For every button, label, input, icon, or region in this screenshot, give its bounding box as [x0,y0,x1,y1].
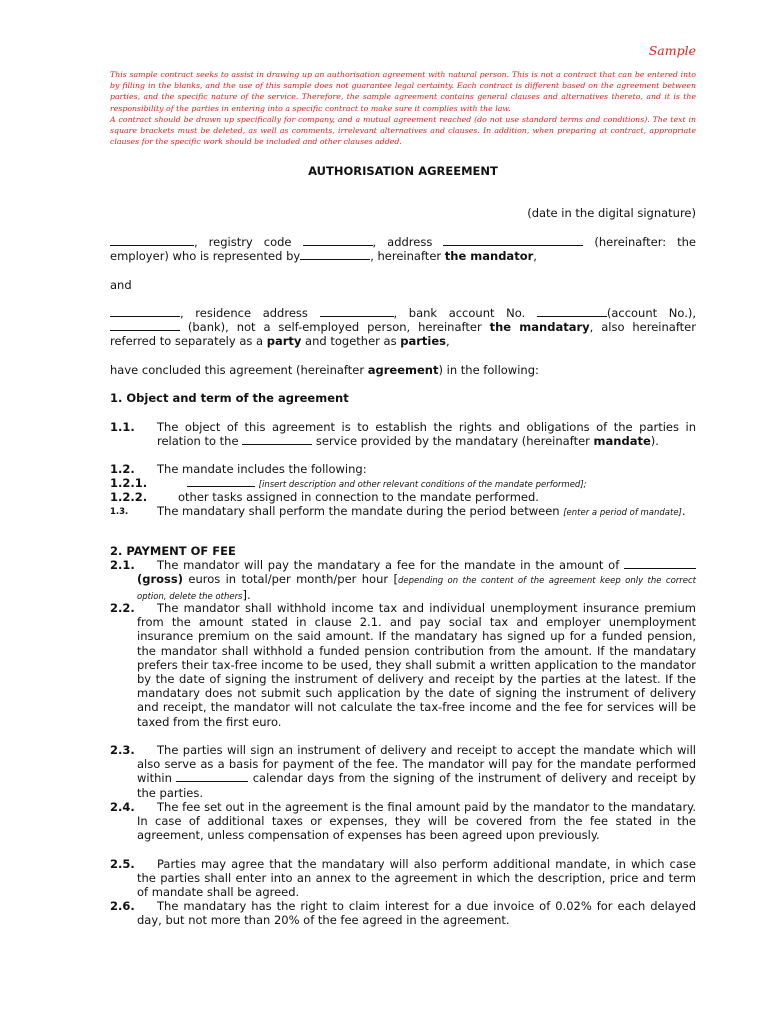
section-2-heading: 2. PAYMENT OF FEE [110,544,236,558]
clause-number: 2.5. [110,857,135,871]
blank-field[interactable] [443,235,583,246]
clause-2-4: The fee set out in the agreement is the final amount paid by the mandator to the mandatary. In case of additional taxes or expenses, they will be covered from the fee stated in the agreement, unless compensation of expenses has been agreed upon previously. [137,800,696,843]
text: calendar days from the signing of the instrument of delivery and receipt by the parties. [137,771,696,800]
clause-1-2-2: other tasks assigned in connection to the mandate performed. [178,490,539,504]
clause-number: 2.3. [110,743,135,757]
text: (account No.), [606,306,696,320]
mandate-term: mandate [593,434,651,449]
text: euros in total/per month/per hour [ [183,572,398,587]
clause-number: 1.2.1. [110,476,148,490]
placeholder-note: depending on the content of the agreement keep only the correct option, delete the others [137,576,696,603]
blank-field[interactable] [303,235,373,246]
clause-number: 2.4. [110,800,135,814]
text: , hereinafter [370,249,445,264]
text: The mandator will pay the mandatary a fee for the mandate in the amount of [157,558,624,572]
blank-field[interactable] [110,235,194,246]
party-term: party [266,334,302,349]
and-word: and [110,278,132,292]
clause-number: 1.2.2. [110,490,148,504]
clause-2-2: The mandator shall withhold income tax and individual unemployment insurance premium from the amount stated in clause 2.1. and pay social tax and employer unemployment insurance premium on the said amount. If the mandatary has signed up for a funded pension, the mandator shall withhold a funded pension contribution from the amount. If the mandatary prefers their tax-free income to be used, they shall submit a written application to the mandator by the date of signing the instrument of delivery and receipt by the parties at the latest. If the mandatary does not submit such application by the date of signing the instrument of delivery and receipt, the mandator will not calculate the tax-free income and the fee for services will be taxed from the first euro. [137,601,696,729]
mandatary-paragraph: , residence address , bank account No. (account No.), (bank), not a self-employed person, hereinafter the mandatary, also hereinafter referred to separately as a party and together as parties, [110,306,696,349]
mandatary-term: the mandatary [489,320,590,335]
sample-disclaimer [110,69,696,147]
text: ) in the following: [438,363,539,377]
blank-field[interactable] [187,476,255,487]
text: (bank), not a self-employed person, hereinafter [180,320,490,335]
blank-field[interactable] [242,434,312,445]
text: , address [372,235,444,249]
text: (hereinafter: the employer) who is represented by [110,235,697,264]
disclaimer-paragraph-2: A contract should be drawn up specifically for company, and a mutual agreement reached (do not use standard terms and conditions). The text in square brackets must be deleted, as well as comments, irrelevant alternatives and clauses. In addition, when preparing at contract, appropriate clauses for the specific work should be included and other clauses added. [110,114,696,147]
text: , registry code [194,235,303,249]
document-title: AUTHORISATION AGREEMENT [308,164,498,178]
blank-field[interactable] [176,771,248,782]
text: , residence address [180,306,320,320]
placeholder-note: [enter a period of mandate] [563,508,682,518]
date-note: (date in the digital signature) [527,206,696,220]
text: The parties will sign an instrument of delivery and receipt to accept the mandate which will also serve as a basis for payment of the fee. The mandator will pay for the mandate performed within [137,743,696,786]
text: . [681,504,686,518]
text: ]. [242,588,251,603]
text: , bank account No. [393,306,537,320]
text: and together as [301,334,401,349]
disclaimer-paragraph-1: This sample contract seeks to assist in drawing up an authorisation agreement with natural person. This is not a contract that can be entered into by filling in the blanks, and the use of this sample does not guarantee legal certainty. Each contract is different based on the agreement between parties, and the specific nature of the service. Therefore, the sample agreement contains general clauses and alternatives thereto, and it is the responsibility of the parties in entering into a specific contract to make sure it complies with the law. [110,70,696,113]
clause-number: 1.2. [110,462,135,476]
clause-number: 2.2. [110,601,135,615]
clause-number: 2.6. [110,899,135,913]
clause-1-2: The mandate includes the following: [157,462,367,476]
text: ). [650,434,659,449]
clause-2-1 [137,558,696,605]
clause-1-1 [157,420,696,448]
text: The object of this agreement is to establish the rights and obligations of the parties in relation to the [157,420,696,449]
text: have concluded this agreement (hereinafter [110,363,368,377]
blank-field[interactable] [300,249,370,260]
mandator-term: the mandator [444,249,534,264]
blank-field[interactable] [320,306,394,317]
blank-field[interactable] [624,558,696,569]
clause-2-3 [137,743,696,800]
placeholder-note: [insert description and other relevant conditions of the mandate performed]; [258,480,587,490]
mandator-paragraph: , registry code , address (hereinafter: the employer) who is represented by , hereinafter the mandator, [110,235,697,264]
clause-number: 1.3. [110,507,129,517]
clause-1-3 [157,504,696,520]
section-1-heading: 1. Object and term of the agreement [110,391,349,405]
clause-number: 2.1. [110,558,135,572]
gross-term: (gross) [137,572,184,587]
clause-2-6: The mandatary has the right to claim interest for a due invoice of 0.02% for each delayed day, but not more than 20% of the fee agreed in the agreement. [137,899,696,928]
text: service provided by the mandatary (hereinafter [312,434,594,449]
concluded-paragraph [110,363,696,377]
sample-label: Sample [648,43,696,58]
agreement-term: agreement [367,363,439,377]
text: The mandatary shall perform the mandate during the period between [157,504,564,518]
blank-field[interactable] [537,306,607,317]
parties-term: parties [400,334,446,349]
clause-number: 1.1. [110,420,135,434]
text: , also hereinafter referred to separately as a [110,320,696,349]
blank-field[interactable] [110,320,180,331]
blank-field[interactable] [110,306,180,317]
clause-2-5: Parties may agree that the mandatary will also perform additional mandate, in which case the parties shall enter into an annex to the agreement in which the description, price and term of mandate shall be agreed. [137,857,696,900]
